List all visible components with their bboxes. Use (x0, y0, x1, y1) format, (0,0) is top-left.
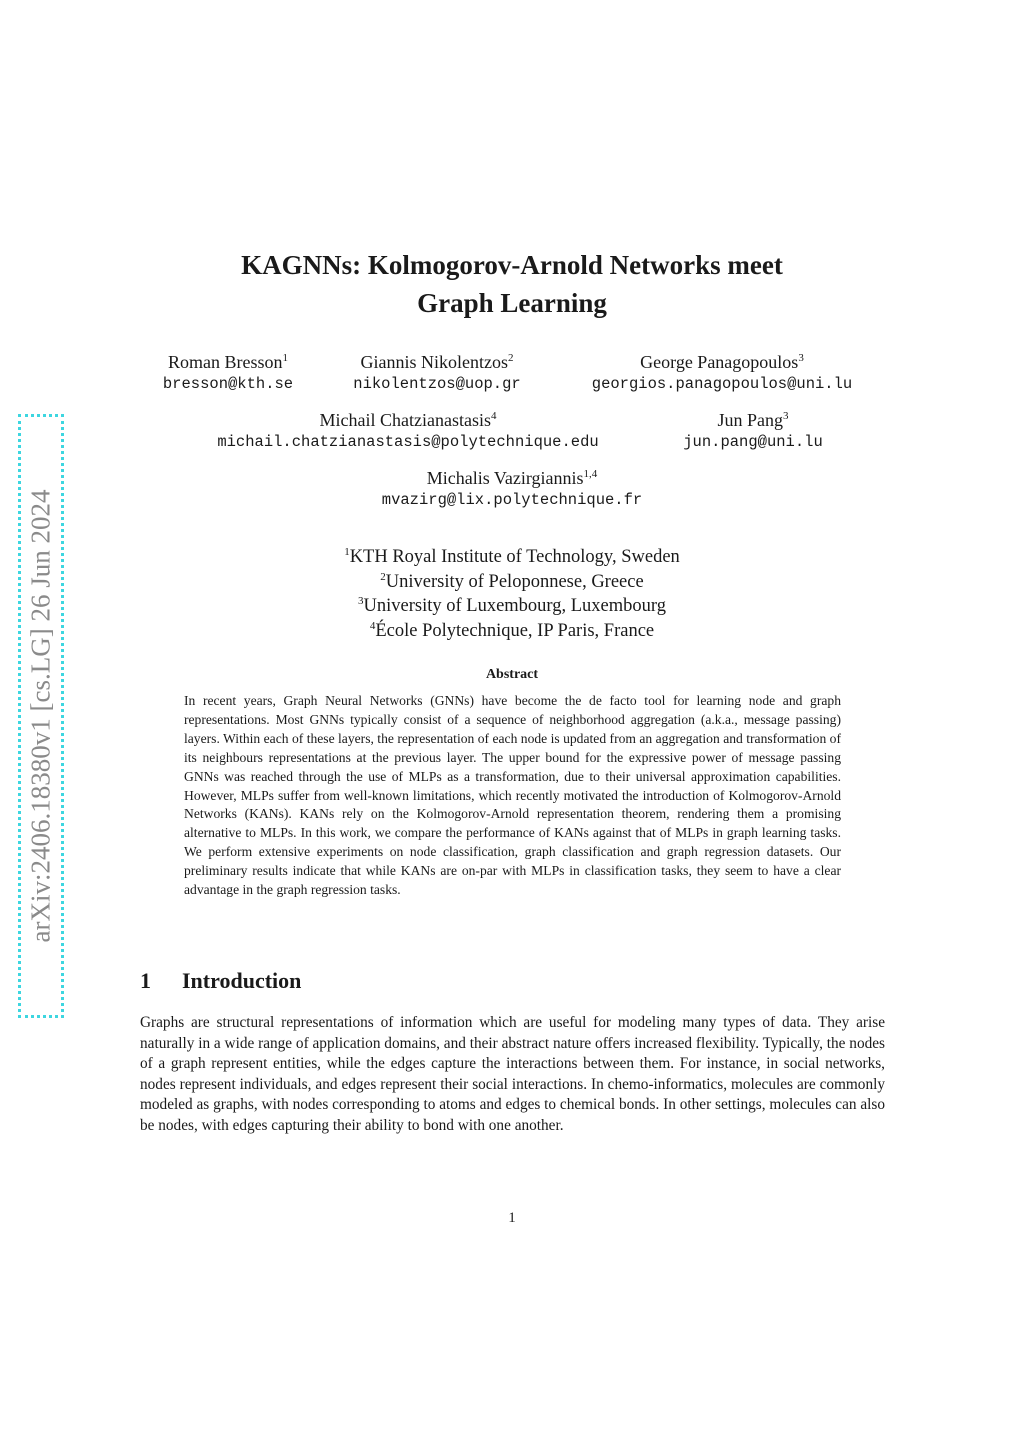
affiliation-line (140, 594, 884, 619)
author-email[interactable]: georgios.panagopoulos@uni.lu (591, 375, 853, 393)
affiliation-mark: 1 (344, 545, 350, 558)
affiliation-line (140, 619, 884, 644)
author-email[interactable]: nikolentzos@uop.gr (353, 375, 521, 393)
author-name: Roman Bresson (167, 352, 283, 372)
affiliation-mark: 2 (380, 570, 386, 583)
page-number: 1 (508, 1210, 516, 1226)
arxiv-stamp-text: arXiv:2406.18380v1 [cs.LG] 26 Jun 2024 (25, 489, 56, 943)
affiliation-text: University of Luxembourg, Luxembourg (363, 596, 666, 616)
author-name: Giannis Nikolentzos (360, 352, 508, 372)
author-name: Michalis Vazirgiannis (426, 468, 584, 488)
title-line-1: KAGNNs: Kolmogorov-Arnold Networks meet (241, 250, 783, 280)
author-name: Jun Pang (717, 410, 783, 430)
affiliation-line (140, 570, 884, 595)
author-email[interactable]: jun.pang@uni.lu (683, 433, 823, 451)
intro-paragraph: Graphs are structural representations of information which are useful for modeling many types of data. They arise naturally in a wide range of application domains, and their abstract nature offers increased flexibility. Typically, the nodes of a graph represent entities, while the edges capture the interactions between them. For instance, in social networks, nodes represent individuals, and edges represent their social interactions. In chemo-informatics, molecules are commonly modeled as graphs, with nodes corresponding to atoms and edges to chemical bonds. In other settings, molecules can also be nodes, with edges capturing their ability to bond with one another. (140, 1014, 885, 1134)
author-email[interactable]: bresson@kth.se (162, 375, 294, 393)
author-email[interactable]: michail.chatzianastasis@polytechnique.edu (217, 433, 599, 451)
section-heading (140, 968, 301, 994)
author-affiliation-mark: 1 (282, 352, 288, 364)
author-block (217, 409, 598, 453)
affiliation-line (140, 545, 884, 570)
author-affiliation-mark: 4 (490, 410, 497, 422)
author-affiliation-mark: 1,4 (583, 468, 598, 480)
paper-title (140, 246, 884, 322)
section-number: 1 (140, 968, 151, 993)
author-block (382, 467, 642, 511)
affiliation-mark: 3 (358, 594, 364, 607)
affiliations (140, 545, 884, 643)
author-name: Michail Chatzianastasis (319, 410, 491, 430)
author-affiliation-mark: 2 (507, 352, 514, 364)
affiliation-text: KTH Royal Institute of Technology, Sweden (349, 547, 680, 567)
abstract-text: In recent years, Graph Neural Networks (GNNs) have become the de facto tool for learning node and graph representations. Most GNNs typically consist of a sequence of neighborhood aggregation (a.k.a., message passing) layers. Within each of these layers, the representation of each node is updated from an aggregation and transformation of its neighbours representations at the previous layer. The upper bound for the expressive power of message passing GNNs was reached through the use of MLPs as a transformation, due to their universal approximation capabilities. However, MLPs suffer from well-known limitations, which recently motivated the introduction of Kolmogorov-Arnold Networks (KANs). KANs rely on the Kolmogorov-Arnold representation theorem, rendering them a promising alternative to MLPs. In this work, we compare the performance of KANs against that of MLPs in graph learning tasks. We perform extensive experiments on node classification, graph classification and graph regression datasets. Our preliminary results indicate that while KANs are on-par with MLPs in classification tasks, they seem to have a clear advantage in the graph regression tasks. (184, 693, 841, 898)
author-block (353, 351, 520, 395)
title-line-2: Graph Learning (417, 288, 607, 318)
affiliation-text: University of Peloponnese, Greece (385, 571, 644, 592)
section-title: Introduction (182, 968, 302, 993)
author-email[interactable]: mvazirg@lix.polytechnique.fr (381, 491, 643, 509)
affiliation-text: École Polytechnique, IP Paris, France (375, 620, 655, 641)
affiliation-mark: 4 (369, 619, 376, 632)
author-block (683, 409, 823, 453)
author-block (163, 351, 293, 395)
abstract-heading: Abstract (485, 667, 539, 682)
arxiv-stamp (18, 414, 64, 1018)
author-affiliation-mark: 3 (798, 352, 804, 364)
author-affiliation-mark: 3 (783, 410, 789, 422)
author-block (592, 351, 852, 395)
author-name: George Panagopoulos (640, 352, 799, 372)
